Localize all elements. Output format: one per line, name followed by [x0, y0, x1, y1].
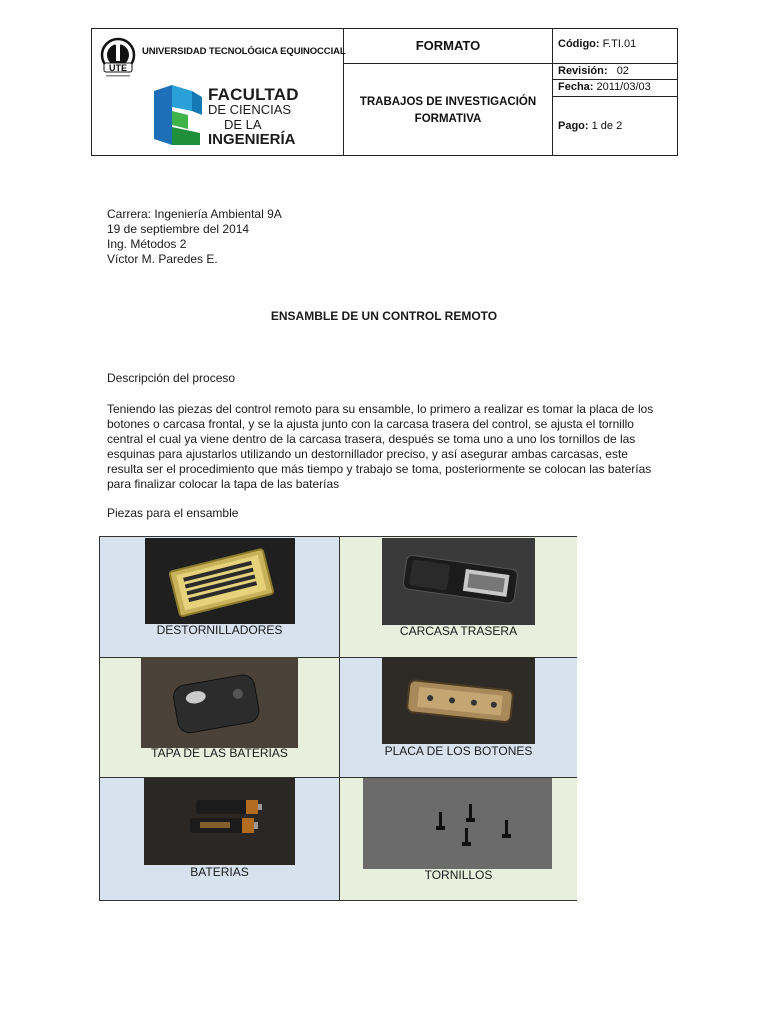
part-label: TORNILLOS	[424, 868, 493, 882]
description-body: Teniendo las piezas del control remoto para su ensamble, lo primero a realizar es tomar la placa de los botones o carcasa frontal, y se la ajusta junto con la carcasa trasera del control, se ajusta el tornillo central el cual ya viene dentro de la carcasa trasera, después se toma uno a uno los tornillos de las esquinas para ajustarlos utilizando un destornillador preciso, y así asegurar ambas carcasas, este resulta ser el procedimiento que más tiempo y trabajo se toma, posteriormente se colocan las baterías para finalizar colocar la tapa de las baterías	[107, 402, 654, 491]
code-value: F.TI.01	[602, 38, 637, 50]
parts-grid	[99, 536, 577, 901]
faculty-logo	[148, 81, 206, 149]
header-divider	[552, 29, 553, 155]
page-value: 1 de 2	[591, 120, 623, 132]
faculty-line-4: INGENIERÍA	[208, 131, 296, 148]
university-name: UNIVERSIDAD TECNOLÓGICA EQUINOCCIAL	[142, 46, 346, 57]
button-board-photo	[382, 657, 535, 744]
back-cover-photo	[382, 538, 535, 625]
page-field	[558, 120, 622, 132]
revision-value: 02	[616, 65, 629, 77]
faculty-line-1: FACULTAD	[208, 85, 299, 104]
screwdrivers-photo	[145, 538, 295, 624]
faculty-line-2: DE CIENCIAS	[208, 102, 292, 117]
part-label: PLACA DE LOS BOTONES	[384, 744, 533, 758]
logo-cell	[92, 29, 346, 155]
date-line: 19 de septiembre del 2014	[107, 222, 250, 236]
grid-divider	[339, 537, 340, 900]
parts-heading: Piezas para el ensamble	[107, 506, 239, 520]
batteries-photo	[144, 778, 295, 865]
screws-photo	[363, 778, 552, 869]
page-label: Pago:	[558, 120, 589, 132]
author-line: Víctor M. Paredes E.	[107, 252, 218, 266]
document-header	[91, 28, 678, 156]
faculty-name	[208, 87, 299, 147]
document-title: TRABAJOS DE INVESTIGACIÓN FORMATIVA	[359, 96, 537, 125]
date-label: Fecha:	[558, 81, 594, 93]
format-label: FORMATO	[415, 38, 481, 53]
date-field	[558, 81, 651, 93]
part-label: TAPA DE LAS BATERIAS	[151, 746, 288, 760]
header-divider	[343, 63, 677, 64]
career-line: Carrera: Ingeniería Ambiental 9A	[107, 207, 282, 221]
part-label: BATERIAS	[190, 865, 249, 879]
ute-seal-label: UTE	[109, 63, 127, 73]
header-divider	[552, 96, 677, 97]
ute-seal-logo	[98, 37, 138, 79]
code-label: Código:	[558, 38, 600, 50]
revision-label: Revisión:	[558, 65, 608, 77]
header-divider	[552, 79, 677, 80]
part-label: DESTORNILLADORES	[156, 623, 283, 637]
faculty-line-3: DE LA	[224, 117, 262, 132]
revision-field	[558, 65, 629, 77]
battery-cover-photo	[141, 657, 298, 748]
description-heading: Descripción del proceso	[107, 371, 236, 385]
student-info	[107, 207, 282, 267]
code-field	[558, 38, 636, 50]
page-title: ENSAMBLE DE UN CONTROL REMOTO	[270, 309, 498, 323]
part-label: CARCASA TRASERA	[399, 624, 518, 638]
subject-line: Ing. Métodos 2	[107, 237, 187, 251]
date-value: 2011/03/03	[596, 81, 651, 93]
